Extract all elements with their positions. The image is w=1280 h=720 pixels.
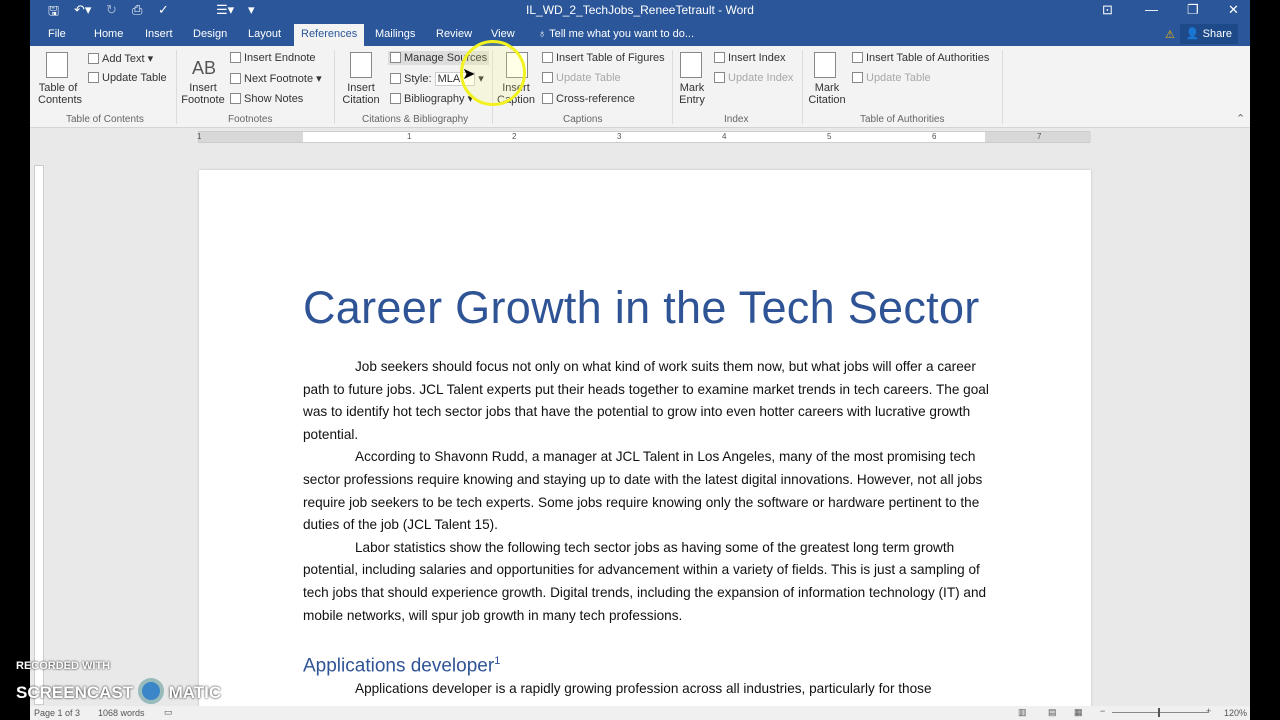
ribbon-display-icon[interactable]: ⊡ [1102, 2, 1113, 17]
tab-mailings[interactable]: Mailings [375, 28, 416, 40]
update-table-icon [852, 72, 863, 83]
collapse-ribbon-icon[interactable]: ⌃ [1236, 113, 1246, 125]
document-page[interactable] [199, 170, 1091, 710]
paragraph[interactable]: According to Shavonn Rudd, a manager at JCL Talent in Los Angeles, many of the most promising tech sector professions require knowing and staying up to date with the latest digital innovations. However, not all jobs require job seekers to be tech experts. Some jobs require knowing only the software or hardware pertinent to the duties of the job (JCL Talent 15). [303, 449, 983, 533]
zoom-out-icon[interactable]: − [1100, 706, 1106, 716]
minimize-icon[interactable]: — [1145, 2, 1158, 17]
next-footnote-button[interactable]: Next Footnote ▾ [230, 72, 322, 85]
document-title[interactable]: Career Growth in the Tech Sector [303, 282, 980, 333]
undo-icon[interactable]: ↶▾ [74, 2, 92, 17]
update-table-button[interactable]: Update Table [88, 72, 167, 84]
table-of-authorities-icon [852, 52, 863, 63]
zoom-in-icon[interactable]: + [1206, 706, 1212, 716]
screencast-watermark: RECORDED WITH SCREENCAST MATIC [16, 660, 222, 702]
paragraph[interactable]: Job seekers should focus not only on what kind of work suits them now, but what jobs will offer a career path to future jobs. JCL Talent experts put their heads together to examine market trends in tech careers. The goal was to identify hot tech sector jobs that have the potential to grow into even hotter careers with lucrative growth potential. [303, 359, 989, 442]
table-of-figures-icon [542, 52, 553, 63]
footnote-icon: AB [192, 58, 217, 78]
vertical-ruler[interactable] [34, 165, 44, 705]
insert-caption-button[interactable]: Insert Caption [497, 82, 535, 106]
word-count[interactable]: 1068 words [98, 708, 145, 718]
share-button[interactable]: 👤 Share [1180, 24, 1238, 44]
divider [802, 50, 803, 124]
insert-index-button[interactable]: Insert Index [714, 52, 785, 64]
add-text-icon [88, 53, 99, 64]
insert-index-icon [714, 52, 725, 63]
title-bar [30, 0, 1250, 22]
add-text-button[interactable]: Add Text ▾ [88, 52, 153, 65]
screencast-logo-icon [138, 678, 164, 704]
tell-me-search[interactable]: ♁ Tell me what you want to do... [538, 28, 695, 40]
divider [672, 50, 673, 124]
bibliography-button[interactable]: Bibliography ▾ [390, 92, 473, 105]
mark-entry-icon [680, 52, 702, 78]
zoom-slider-thumb[interactable] [1158, 708, 1160, 717]
group-label-captions: Captions [563, 114, 603, 125]
ribbon [30, 46, 1250, 128]
tab-file[interactable]: File [48, 28, 66, 40]
tab-insert[interactable]: Insert [145, 28, 173, 40]
group-label-index: Index [724, 114, 749, 125]
bibliography-icon [390, 93, 401, 104]
divider [1002, 50, 1003, 124]
endnote-icon [230, 52, 241, 63]
insert-table-of-figures-button[interactable]: Insert Table of Figures [542, 52, 665, 64]
tab-home[interactable]: Home [94, 28, 124, 40]
show-notes-icon [230, 93, 241, 104]
print-preview-icon[interactable]: ⎙ [132, 2, 143, 17]
footnote-reference: 1 [494, 655, 501, 668]
lightbulb-icon: ♁ [538, 28, 550, 40]
update-index-button[interactable]: Update Index [714, 72, 793, 84]
style-icon [390, 73, 401, 84]
insert-table-of-authorities-button[interactable]: Insert Table of Authorities [852, 52, 989, 64]
zoom-slider[interactable] [1112, 712, 1208, 713]
group-label-authorities: Table of Authorities [860, 114, 945, 125]
group-label-footnotes: Footnotes [228, 114, 273, 125]
mark-citation-button[interactable]: Mark Citation [808, 82, 846, 106]
tab-view[interactable]: View [491, 28, 515, 40]
group-label-toc: Table of Contents [66, 114, 144, 125]
person-icon: 👤 [1185, 28, 1200, 40]
ribbon-tabs [30, 22, 1250, 46]
zoom-level[interactable]: 120% [1224, 708, 1248, 718]
window-title: IL_WD_2_TechJobs_ReneeTetrault - Word [526, 3, 754, 17]
tab-design[interactable]: Design [193, 28, 228, 40]
close-icon[interactable]: ✕ [1228, 2, 1239, 17]
update-table-icon [542, 72, 553, 83]
manage-sources-button[interactable]: Manage Sources [388, 51, 489, 65]
maximize-icon[interactable]: ❐ [1187, 2, 1199, 17]
bullets-icon[interactable]: ☰▾ [216, 2, 235, 17]
spelling-icon[interactable]: ✓ [158, 2, 169, 17]
warning-icon[interactable]: ⚠ [1165, 29, 1175, 41]
divider [176, 50, 177, 124]
print-layout-icon[interactable]: ▤ [1048, 707, 1057, 717]
horizontal-ruler[interactable]: 1 1 2 3 4 5 6 7 [198, 131, 1090, 143]
read-mode-icon[interactable]: ▥ [1018, 707, 1027, 717]
table-of-contents-icon [46, 52, 68, 78]
cross-reference-button[interactable]: Cross-reference [542, 93, 635, 105]
document-body[interactable] [303, 356, 993, 701]
proofing-icon[interactable]: ▭ [164, 707, 173, 717]
tab-layout[interactable]: Layout [248, 28, 282, 40]
tab-review[interactable]: Review [436, 28, 473, 40]
update-table-figures-button[interactable]: Update Table [542, 72, 621, 84]
redo-icon[interactable]: ↻ [106, 2, 117, 17]
tab-references[interactable]: References [294, 24, 364, 46]
insert-citation-icon [350, 52, 372, 78]
insert-footnote-button[interactable]: Insert Footnote [181, 82, 225, 106]
customize-toolbar-icon[interactable]: ▾ [248, 2, 255, 17]
manage-sources-icon [390, 52, 401, 63]
heading-applications-developer[interactable]: Applications developer$^1$ [303, 655, 501, 677]
table-of-contents-button[interactable]: Table of Contents [38, 82, 83, 106]
cross-reference-icon [542, 93, 553, 104]
status-bar [30, 706, 1250, 720]
web-layout-icon[interactable]: ▦ [1074, 707, 1083, 717]
divider [334, 50, 335, 124]
next-footnote-icon [230, 73, 241, 84]
page-count[interactable]: Page 1 of 3 [34, 708, 81, 718]
show-notes-button[interactable]: Show Notes [230, 93, 303, 105]
update-index-icon [714, 72, 725, 83]
mouse-pointer-icon: ➤ [462, 66, 476, 83]
insert-endnote-button[interactable]: Insert Endnote [230, 52, 316, 64]
insert-citation-button[interactable]: Insert Citation [342, 82, 380, 106]
paragraph[interactable]: Labor statistics show the following tech sector jobs as having some of the greatest long term growth potential, including salaries and opportunities for advancement within a variety of fields. This is just a sampling of tech jobs that should experience growth. Digital trends, including the expansion of information technology (IT) and mobile networks, will spur job growth in many tech professions. [303, 539, 987, 623]
save-icon[interactable]: 🖫 [48, 3, 60, 18]
paragraph[interactable]: Applications developer is a rapidly growing profession across all industries, particularly for those [355, 681, 932, 697]
mark-citation-icon [814, 52, 836, 78]
update-table-authorities-button[interactable]: Update Table [852, 72, 931, 84]
mark-entry-button[interactable]: Mark Entry [679, 82, 705, 106]
style-dropdown[interactable]: Style: MLA ▾ [390, 72, 484, 85]
group-label-citations: Citations & Bibliography [362, 114, 469, 125]
update-table-icon [88, 72, 99, 83]
word-window [30, 0, 1250, 720]
